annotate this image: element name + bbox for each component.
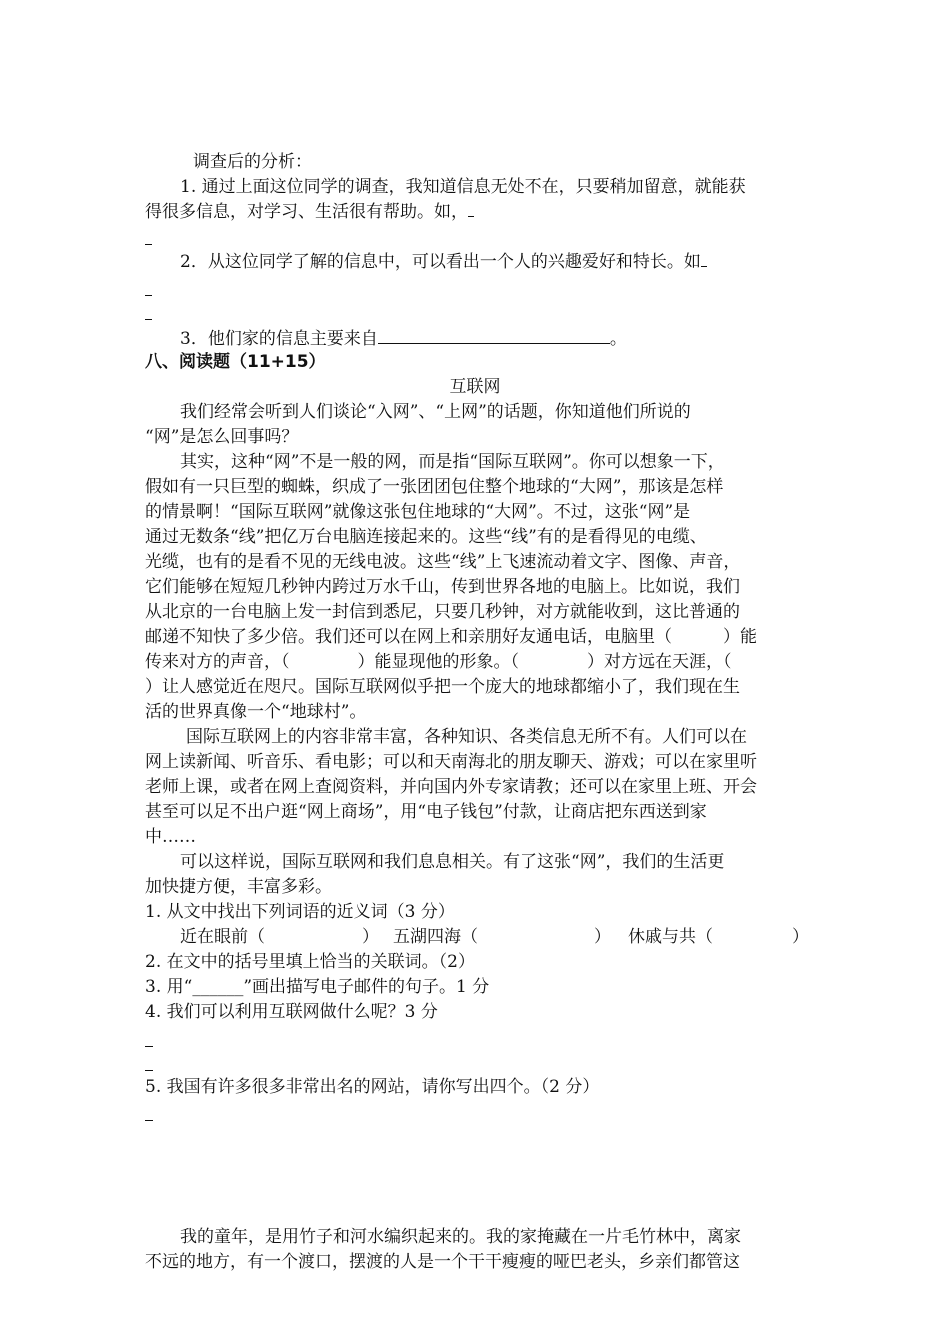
- passage-line: 加快捷方便，丰富多彩。: [145, 877, 332, 897]
- question-5: 5. 我国有许多很多非常出名的网站，请你写出四个。（2 分）: [145, 1077, 600, 1097]
- passage-line: 甚至可以足不出户逛“网上商场”，用“电子钱包”付款，让商店把东西送到家: [145, 802, 707, 822]
- passage-line: ）让人感觉近在咫尺。国际互联网似乎把一个庞大的地球都缩小了，我们现在生: [145, 677, 740, 697]
- passage-line: 假如有一只巨型的蜘蛛，织成了一张团团包住整个地球的“大网”，那该是怎样: [145, 477, 724, 497]
- question-4: 4. 我们可以利用互联网做什么呢？3 分: [145, 1002, 438, 1022]
- passage-line: 从北京的一台电脑上发一封信到悉尼，只要几秒钟，对方就能收到，这比普通的: [145, 602, 740, 622]
- passage-line: 的情景啊！“国际互联网”就像这张包住地球的“大网”。不过，这张“网”是: [145, 502, 691, 522]
- question-3: 3. 用“______”画出描写电子邮件的句子。1 分: [145, 977, 490, 997]
- answer-blank[interactable]: [145, 1070, 153, 1071]
- passage-line: 网上读新闻、听音乐、看电影；可以和天南海北的朋友聊天、游戏；可以在家里听: [145, 752, 757, 772]
- answer-blank[interactable]: [145, 1046, 153, 1047]
- passage-line: 传来对方的声音，（ ）能显现他的形象。（ ）对方远在天涯，（: [145, 652, 732, 672]
- answer-blank[interactable]: [145, 295, 152, 296]
- answer-blank[interactable]: [701, 250, 707, 267]
- passage2-line: 不远的地方，有一个渡口，摆渡的人是一个干干瘦瘦的哑巴老头，乡亲们都管这: [145, 1252, 740, 1272]
- analysis-heading: 调查后的分析：: [193, 152, 312, 172]
- analysis-item-3: 3．他们家的信息主要来自 。: [180, 325, 627, 351]
- passage-line: 中……: [145, 827, 196, 847]
- word-share: 休戚与共（: [628, 927, 713, 947]
- answer-blank[interactable]: [145, 1120, 153, 1121]
- analysis-item-2: 2．从这位同学了解的信息中，可以看出一个人的兴趣爱好和特长。如: [180, 250, 707, 274]
- passage-title: 互联网: [449, 377, 501, 397]
- passage-line: 老师上课，或者在网上查阅资料，并向国内外专家请教；还可以在家里上班、开会: [145, 777, 757, 797]
- answer-blank[interactable]: [145, 244, 152, 245]
- question-1: 1. 从文中找出下列词语的近义词（3 分）: [145, 902, 455, 922]
- question-2: 2. 在文中的括号里填上恰当的关联词。（2）: [145, 952, 475, 972]
- passage-line: 可以这样说，国际互联网和我们息息相关。有了这张“网”，我们的生活更: [180, 852, 725, 872]
- word-near-close: ）: [362, 927, 379, 947]
- passage-line: 通过无数条“线”把亿万台电脑连接起来的。这些“线”有的是看得见的电缆、: [145, 527, 707, 547]
- answer-blank[interactable]: [378, 325, 610, 344]
- passage-line: 邮递不知快了多少倍。我们还可以在网上和亲朋好友通电话，电脑里（ ）能: [145, 627, 757, 647]
- analysis-item-1: 1. 通过上面这位同学的调查，我知道信息无处不在，只要稍加留意，就能获: [180, 177, 746, 197]
- analysis-item-1-cont: 得很多信息，对学习、生活很有帮助。如，: [145, 200, 474, 224]
- passage-line: 它们能够在短短几秒钟内跨过万水千山，传到世界各地的电脑上。比如说，我们: [145, 577, 740, 597]
- answer-blank[interactable]: [468, 200, 474, 217]
- passage-line: 其实，这种“网”不是一般的网，而是指“国际互联网”。你可以想象一下，: [180, 452, 725, 472]
- word-share-close: ）: [792, 927, 809, 947]
- word-fivelakes: 五湖四海（: [393, 927, 478, 947]
- passage2-line: 我的童年，是用竹子和河水编织起来的。我的家掩藏在一片毛竹林中，离家: [180, 1227, 741, 1247]
- word-near: 近在眼前（: [180, 927, 265, 947]
- passage-line: 活的世界真像一个“地球村”。: [145, 702, 367, 722]
- passage-line: 我们经常会听到人们谈论“入网”、“上网”的话题，你知道他们所说的: [180, 402, 691, 422]
- word-fivelakes-close: ）: [594, 927, 611, 947]
- section-heading: 八、阅读题（11+15）: [145, 352, 326, 372]
- passage-line: “网”是怎么回事吗？: [145, 427, 299, 447]
- passage-line: 光缆，也有的是看不见的无线电波。这些“线”上飞速流动着文字、图像、声音，: [145, 552, 741, 572]
- passage-line: 国际互联网上的内容非常丰富，各种知识、各类信息无所不有。人们可以在: [186, 727, 747, 747]
- answer-blank[interactable]: [145, 319, 152, 320]
